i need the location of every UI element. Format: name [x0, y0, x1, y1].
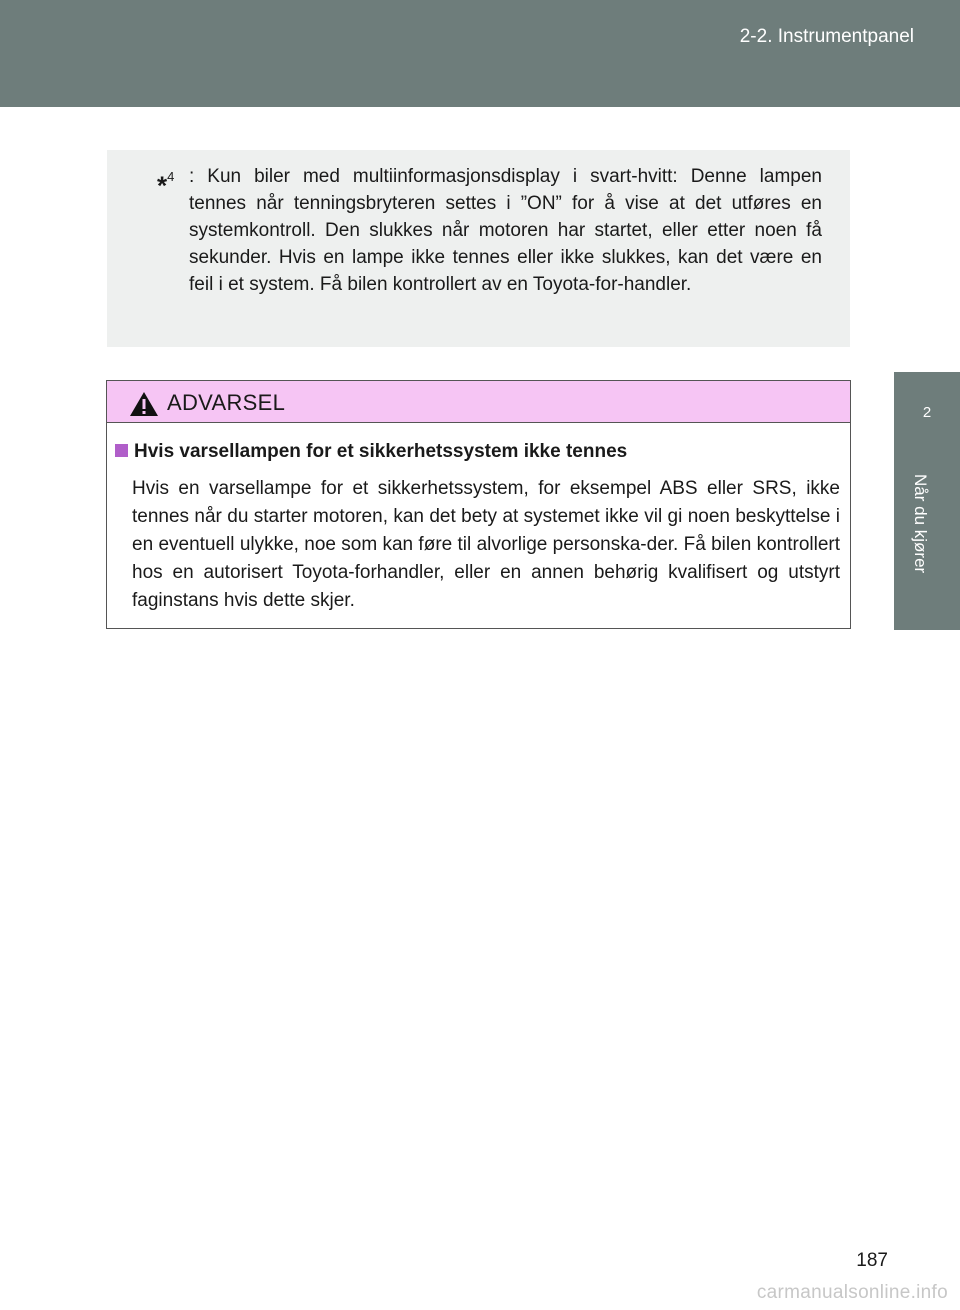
section-title: 2-2. Instrumentpanel: [739, 26, 914, 47]
chapter-label: Når du kjører: [911, 474, 930, 574]
warning-box: [106, 380, 851, 629]
warning-label: ADVARSEL: [167, 390, 286, 415]
chapter-number: 2: [922, 404, 932, 421]
watermark: carmanualsonline.info: [756, 1282, 948, 1303]
footnote: [157, 163, 822, 298]
square-bullet-icon: [115, 444, 128, 457]
warning-body: Hvis en varsellampe for et sikkerhetssystem, for eksempel ABS eller SRS, ikke tennes når du starter motoren, kan det bety at systemet ikke vil gi noen beskyttelse i en eventuell ulykke, noe som kan føre til alvorlige personska-der. Få bilen kontrollert hos en autorisert Toyota-forhandler, eller en annen behørig kvalifisert og utstyrt faginstans hvis dette skjer.: [132, 478, 840, 611]
page-number: 187: [856, 1250, 888, 1271]
warning-header: [107, 381, 850, 423]
footnote-text: : Kun biler med multiinformasjonsdisplay i svart-hvitt: Denne lampen tennes når tenningsbryteren settes i ”ON” for å vise at det utføres en systemkontroll. Den slukkes når motoren har startet, eller etter noen få sekunder. Hvis en lampe ikke tennes eller ikke slukkes, kan det være en feil i et system. Få bilen kontrollert av en Toyota-for-handler.: [189, 166, 822, 295]
warning-triangle-icon: [129, 391, 159, 417]
footnote-marker: *$^4$: [157, 169, 175, 201]
warning-subheading: Hvis varsellampen for et sikkerhetssystem ikke tennes: [115, 441, 627, 463]
page-header: [0, 0, 960, 107]
